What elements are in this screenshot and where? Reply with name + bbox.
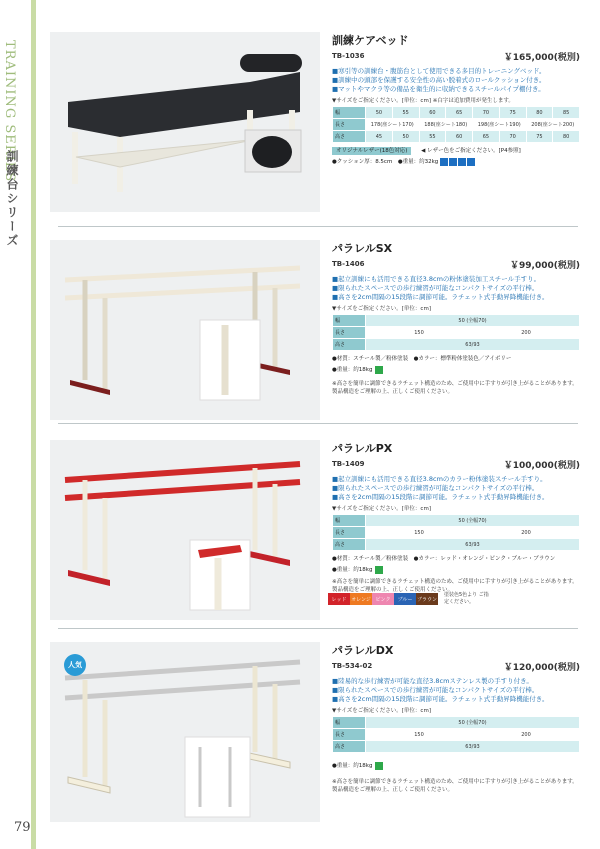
table-cell: 70 xyxy=(473,107,500,119)
product-photo-care-bed xyxy=(50,32,320,212)
table-cell: 50 xyxy=(392,131,419,143)
product-parallel-dx xyxy=(50,642,580,832)
product-photo-parallel-sx xyxy=(50,240,320,420)
table-cell: 50 xyxy=(366,107,393,119)
table-cell: 50 (全幅70) xyxy=(366,315,580,327)
table-cell: 50 (全幅70) xyxy=(366,515,580,527)
material-row: ●材質：スチール製／粉体塗装 ●カラー：レッド・オレンジ・ピンク・ブルー・ブラウン xyxy=(332,556,556,562)
table-cell: 200 xyxy=(473,527,580,539)
product-title: パラレルSX xyxy=(332,242,393,255)
product-code: TB-534-02 xyxy=(332,662,373,670)
table-header-width: 幅 xyxy=(333,717,366,729)
product-price: ￥99,000(税別) xyxy=(510,261,580,271)
section-divider xyxy=(58,423,578,424)
caution-note: ※高さを簡単に調節できるラチェット構造のため、ご使用中に手すりが引き上がることがあります。製品構造をご理解の上、正しくご使用ください。 xyxy=(332,380,578,395)
product-info-parallel-dx xyxy=(332,642,580,794)
size-note: ▼サイズをご指定ください。[単位：cm] xyxy=(332,306,431,312)
feature-item: ■ 限られたスペースでの歩行練習が可能なコンパクトサイズの平行棒。 xyxy=(332,284,580,293)
popular-badge: 人気 xyxy=(64,654,86,676)
care-bed-illustration xyxy=(50,32,320,212)
table-cell: 65 xyxy=(473,131,500,143)
eco-icon xyxy=(375,366,383,374)
product-info-parallel-px xyxy=(332,440,580,594)
size-note: ▼サイズをご指定ください。[単位：cm] ※白字は追加費用が発生します。 xyxy=(332,98,514,104)
feature-item: ■ 高さを2cm間隔の15段階に調節可能。ラチェット式手動昇降機能付き。 xyxy=(332,293,580,302)
caution-note: ※高さを簡単に調節できるラチェット構造のため、ご使用中に手すりが引き上がることがあります。製品構造をご理解の上、正しくご使用ください。 xyxy=(332,578,578,593)
spec-row xyxy=(332,157,580,166)
color-note: 塗装色5色より ご指定ください。 xyxy=(444,592,489,605)
table-cell: 80 xyxy=(526,107,553,119)
table-cell: 65 xyxy=(446,107,473,119)
color-swatch-orange: オレンジ xyxy=(350,593,372,605)
eco-icon xyxy=(375,762,383,770)
color-cube-icon xyxy=(458,158,466,166)
table-header-width: 幅 xyxy=(333,107,366,119)
table-cell: 45 xyxy=(366,131,393,143)
material-row: ●材質：スチール製／粉体塗装 ●カラー：標準粉体塗装色／アイボリー xyxy=(332,356,512,362)
feature-item: ■ 高さを2cm間隔の15段階に調節可能。ラチェット式手動昇降機能付き。 xyxy=(332,695,580,704)
weight-row xyxy=(332,565,580,574)
color-cube-icon xyxy=(467,158,475,166)
parallel-dx-illustration xyxy=(50,642,320,822)
eco-icon xyxy=(375,566,383,574)
parallel-px-illustration xyxy=(50,440,320,620)
table-cell: 178(座シート170) xyxy=(366,119,420,131)
leather-row xyxy=(332,146,580,154)
table-cell: 75 xyxy=(526,131,553,143)
page-number: 79 xyxy=(14,820,31,835)
table-cell: 55 xyxy=(419,131,446,143)
feature-item: ■ 訓練中の頭部を保護する安全性の高い脱着式のロールクッション付き。 xyxy=(332,76,580,85)
product-code: TB-1406 xyxy=(332,260,365,268)
table-cell: 188(座シート180) xyxy=(419,119,473,131)
color-cube-icon xyxy=(440,158,448,166)
table-cell: 80 xyxy=(553,131,580,143)
product-photo-parallel-px xyxy=(50,440,320,620)
product-parallel-sx xyxy=(50,240,580,420)
table-cell: 60 xyxy=(446,131,473,143)
section-divider xyxy=(58,226,578,227)
product-title: 訓練ケアベッド xyxy=(332,34,409,47)
weight-row xyxy=(332,365,580,374)
color-swatch-pink: ピンク xyxy=(372,593,394,605)
table-header-length: 長さ xyxy=(333,327,366,339)
product-title: パラレルPX xyxy=(332,442,393,455)
size-table xyxy=(332,716,580,753)
table-cell: 70 xyxy=(499,131,526,143)
leather-note: ◀ レザー色をご指定ください。[P4参照] xyxy=(421,148,521,154)
table-header-length: 長さ xyxy=(333,119,366,131)
feature-item: ■ 起立訓練にも活用できる直径3.8cmのカラー粉体塗装スチール手すり。 xyxy=(332,475,580,484)
size-table xyxy=(332,106,580,143)
weight-text: ●重量：約18kg xyxy=(332,367,373,373)
size-table xyxy=(332,514,580,551)
feature-item: ■ 陸易的な歩行練習が可能な直径3.8cmステンレス製の手すり付き。 xyxy=(332,677,580,686)
feature-item: ■ 限られたスペースでの歩行練習が可能なコンパクトサイズの平行棒。 xyxy=(332,484,580,493)
table-header-height: 高さ xyxy=(333,741,366,753)
feature-item: ■ 起立訓練にも活用できる直径3.8cmの粉体塗装加工スチール手すり。 xyxy=(332,275,580,284)
feature-item: ■ 限られたスペースでの歩行練習が可能なコンパクトサイズの平行棒。 xyxy=(332,686,580,695)
table-header-height: 高さ xyxy=(333,131,366,143)
table-cell: 63/93 xyxy=(366,539,580,551)
table-cell: 63/93 xyxy=(366,339,580,351)
product-price: ￥165,000(税別) xyxy=(503,53,580,63)
table-cell: 50 (全幅70) xyxy=(366,717,580,729)
table-cell: 60 xyxy=(419,107,446,119)
caution-note: ※高さを簡単に調節できるラチェット構造のため、ご使用中に手すりが引き上がることがあります。製品構造をご理解の上、正しくご使用ください。 xyxy=(332,778,578,793)
weight-text: ●重量：約18kg xyxy=(332,763,373,769)
color-swatch-brown: ブラウン xyxy=(416,593,438,605)
product-code: TB-1036 xyxy=(332,52,365,60)
table-header-height: 高さ xyxy=(333,339,366,351)
product-price: ￥100,000(税別) xyxy=(503,461,580,471)
table-cell: 150 xyxy=(366,327,473,339)
side-accent-line xyxy=(31,0,36,849)
table-header-length: 長さ xyxy=(333,729,366,741)
table-cell: 75 xyxy=(499,107,526,119)
table-header-width: 幅 xyxy=(333,315,366,327)
table-cell: 198(座シート190) xyxy=(473,119,527,131)
table-cell: 208(座シート200) xyxy=(526,119,580,131)
product-title: パラレルDX xyxy=(332,644,394,657)
table-cell: 63/93 xyxy=(366,741,580,753)
table-cell: 55 xyxy=(392,107,419,119)
leather-label: オリジナルレザー(18色対応) xyxy=(332,147,411,155)
color-swatch-red: レッド xyxy=(328,593,350,605)
weight-text: ●重量：約18kg xyxy=(332,567,373,573)
feature-list xyxy=(332,677,580,704)
table-cell: 85 xyxy=(553,107,580,119)
table-cell: 200 xyxy=(473,327,580,339)
product-parallel-px xyxy=(50,440,580,625)
cushion-weight: ●クッション厚：8.5cm ●重量：約32kg xyxy=(332,159,439,165)
size-note: ▼サイズをご指定ください。[単位：cm] xyxy=(332,506,431,512)
table-header-width: 幅 xyxy=(333,515,366,527)
product-info-parallel-sx xyxy=(332,240,580,396)
table-header-height: 高さ xyxy=(333,539,366,551)
color-swatch-blue: ブルー xyxy=(394,593,416,605)
table-cell: 200 xyxy=(473,729,580,741)
series-title-jp: 訓練台シリーズ xyxy=(5,150,19,248)
feature-item: ■ マットやマクラ等の備品を衛生的に収納できるスチールパイプ棚付き。 xyxy=(332,85,580,94)
feature-list xyxy=(332,475,580,502)
feature-list xyxy=(332,67,580,94)
weight-row xyxy=(332,761,580,770)
table-header-length: 長さ xyxy=(333,527,366,539)
table-cell: 150 xyxy=(366,729,473,741)
section-divider xyxy=(58,628,578,629)
feature-item: ■ 寒引等の訓練台・腹筋台として使用できる多目的トレーニングベッド。 xyxy=(332,67,580,76)
series-title-en: TRAINING SERIES xyxy=(2,40,17,183)
table-cell: 150 xyxy=(366,527,473,539)
product-photo-parallel-dx xyxy=(50,642,320,822)
color-cube-icon xyxy=(449,158,457,166)
product-info-care-bed xyxy=(332,32,580,166)
feature-item: ■ 高さを2cm間隔の15段階に調節可能。ラチェット式手動昇降機能付き。 xyxy=(332,493,580,502)
product-code: TB-1409 xyxy=(332,460,365,468)
product-price: ￥120,000(税別) xyxy=(503,663,580,673)
size-note: ▼サイズをご指定ください。[単位：cm] xyxy=(332,708,431,714)
product-care-bed xyxy=(50,32,580,222)
parallel-sx-illustration xyxy=(50,240,320,410)
size-table xyxy=(332,314,580,351)
color-swatch-row xyxy=(328,592,492,606)
feature-list xyxy=(332,275,580,302)
